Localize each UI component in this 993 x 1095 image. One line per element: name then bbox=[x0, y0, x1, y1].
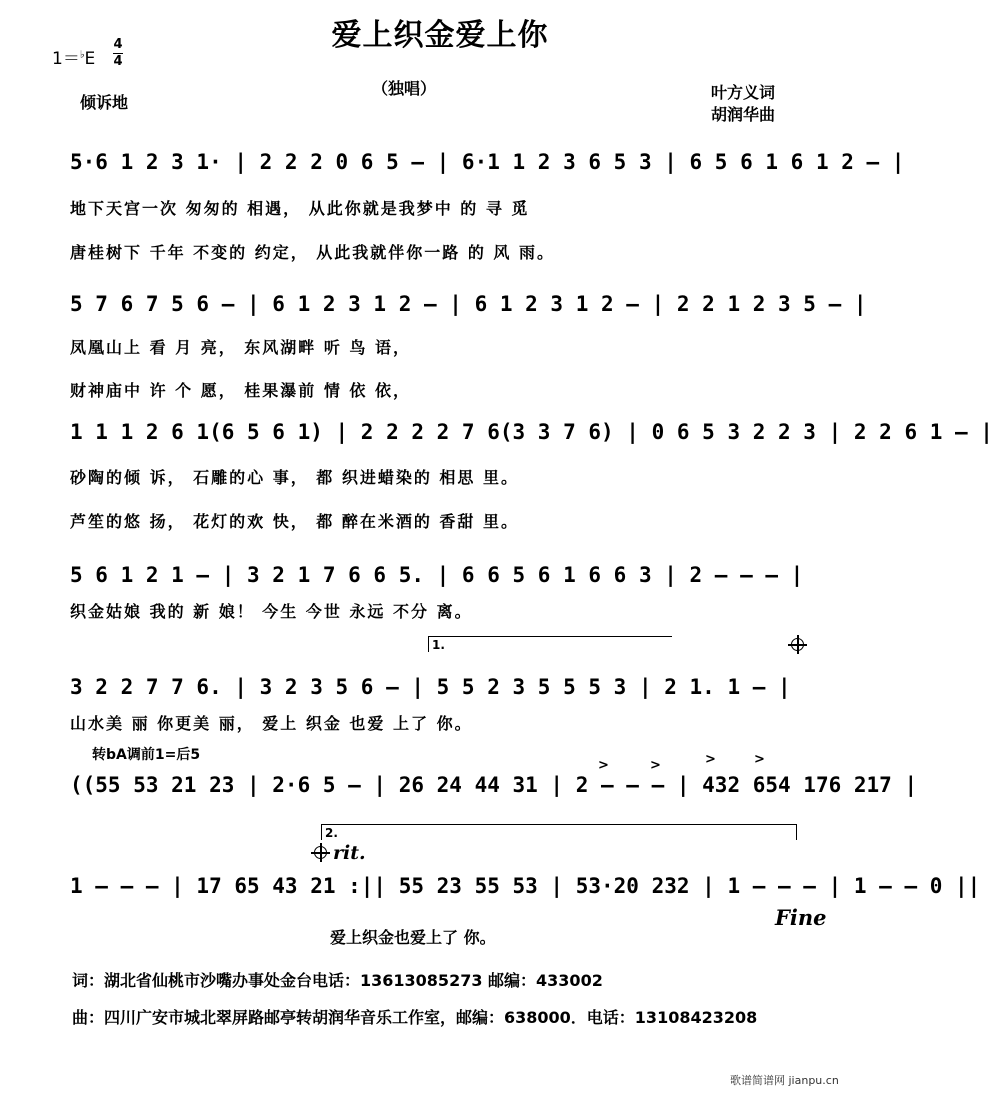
time-signature bbox=[113, 38, 123, 69]
page-title: 爱上织金爱上你 bbox=[331, 18, 549, 53]
notation-row-1: 5·6 1 2 3 1· | 2 2 2 0 6 5 – | 6·1 1 2 3 6 5 3 | 6 5 6 1 6 1 2 – | bbox=[70, 150, 905, 174]
volta-1-label: 1. bbox=[432, 638, 445, 652]
performance-form: （独唱） bbox=[372, 79, 437, 98]
key-signature bbox=[52, 44, 95, 69]
notation-row-5: 3 2 2 7 7 6. | 3 2 3 5 6 – | 5 5 2 3 5 5 5 3 | 2 1. 1 – | bbox=[70, 675, 791, 699]
lyric-row-1-verse-2: 唐桂树下 千年 不变的 约定， 从此我就伴你一路 的 风 雨。 bbox=[70, 243, 555, 262]
lyricist-credit: 叶方义词 bbox=[711, 83, 776, 102]
flat-icon: ♭ bbox=[79, 49, 85, 61]
lyricist-address: 词：湖北省仙桃市沙嘴办事处金台电话：13613085273 邮编：433002 bbox=[72, 971, 603, 990]
lyric-row-2-verse-2: 财神庙中 许 个 愿， 桂果瀑前 情 依 依， bbox=[70, 381, 411, 400]
accent-mark-4: > bbox=[754, 752, 765, 767]
composer-credit: 胡润华曲 bbox=[711, 105, 776, 124]
notation-row-3: 1 1 1 2 6 1(6 5 6 1) | 2 2 2 2 7 6(3 3 7 6) | 0 6 5 3 2 2 3 | 2 2 6 1 – | bbox=[70, 420, 993, 444]
meter-top: 4 bbox=[113, 37, 123, 52]
meter-bottom: 4 bbox=[113, 54, 123, 69]
ritardando-mark: rit. bbox=[333, 842, 366, 864]
accent-mark-2: > bbox=[650, 758, 661, 773]
lyric-row-3-verse-1: 砂陶的倾 诉， 石雕的心 事， 都 织进蜡染的 相思 里。 bbox=[70, 468, 519, 487]
volta-1-hook bbox=[428, 636, 429, 652]
coda-sign-icon bbox=[791, 638, 804, 651]
lyric-row-5: 山水美 丽 你更美 丽， 爱上 织金 也爱 上了 你。 bbox=[70, 714, 473, 733]
watermark: 歌谱简谱网 jianpu.cn bbox=[730, 1074, 839, 1087]
notation-row-2: 5 7 6 7 5 6 – | 6 1 2 3 1 2 – | 6 1 2 3 1 2 – | 2 2 1 2 3 5 – | bbox=[70, 292, 867, 316]
composer-address: 曲：四川广安市城北翠屏路邮亭转胡润华音乐工作室，邮编：638000．电话：13108423208 bbox=[72, 1008, 758, 1027]
volta-2-bracket bbox=[321, 824, 797, 825]
fine-mark: Fine bbox=[775, 905, 827, 930]
notation-row-6: ((55 53 21 23 | 2·6 5 – | 26 24 44 31 | 2 – – – | 432 654 176 217 | bbox=[70, 773, 918, 797]
key-prefix: 1＝ bbox=[52, 49, 80, 69]
tempo-mood: 倾诉地 bbox=[80, 93, 129, 112]
lyric-row-4: 织金姑娘 我的 新 娘！ 今生 今世 永远 不分 离。 bbox=[70, 602, 473, 621]
volta-1-bracket bbox=[428, 636, 672, 637]
lyric-row-1-verse-1: 地下天宫一次 匆匆的 相遇， 从此你就是我梦中 的 寻 觅 bbox=[70, 199, 530, 218]
notation-row-4: 5 6 1 2 1 – | 3 2 1 7 6 6 5. | 6 6 5 6 1 6 6 3 | 2 – – – | bbox=[70, 563, 804, 587]
volta-2-hook-right bbox=[796, 824, 797, 840]
accent-mark-3: > bbox=[705, 752, 716, 767]
notation-row-7: 1 – – – | 17 65 43 21 :|| 55 23 55 53 | 53·20 232 | 1 – – – | 1 – – 0 || bbox=[70, 874, 981, 898]
lyric-row-7: 爱上织金也爱上了 你。 bbox=[330, 928, 496, 947]
key-note: E bbox=[84, 49, 96, 69]
volta-2-hook-left bbox=[321, 824, 322, 840]
coda-sign-2-icon bbox=[314, 846, 327, 859]
lyric-row-2-verse-1: 凤凰山上 看 月 亮， 东风湖畔 听 鸟 语， bbox=[70, 338, 411, 357]
lyric-row-3-verse-2: 芦笙的悠 扬， 花灯的欢 快， 都 醉在米酒的 香甜 里。 bbox=[70, 512, 519, 531]
modulation-note: 转bA调前1=后5 bbox=[92, 747, 201, 763]
accent-mark-1: > bbox=[598, 758, 609, 773]
volta-2-label: 2. bbox=[325, 826, 338, 840]
